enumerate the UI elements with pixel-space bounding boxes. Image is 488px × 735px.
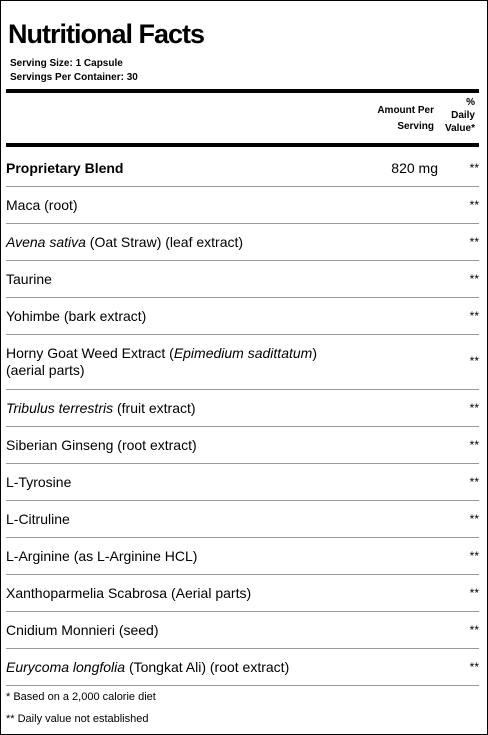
footnote-daily-value-basis: * Based on a 2,000 calorie diet — [6, 691, 156, 703]
footnote-not-established: ** Daily value not established — [6, 713, 149, 725]
ingredient-name: Cnidium Monnieri (seed) — [6, 622, 159, 638]
ingredient-daily-value: ** — [469, 549, 479, 563]
ingredient-daily-value: ** — [469, 161, 479, 175]
column-header-amount-line2: Serving — [397, 121, 434, 132]
ingredient-daily-value: ** — [469, 512, 479, 526]
ingredient-name: L-Tyrosine — [6, 474, 72, 490]
table-row — [6, 649, 479, 686]
ingredient-daily-value: ** — [469, 586, 479, 600]
panel-title: Nutritional Facts — [8, 19, 205, 49]
ingredient-daily-value: ** — [469, 198, 479, 212]
table-row — [6, 427, 479, 464]
ingredient-daily-value: ** — [469, 401, 479, 415]
ingredient-name: Eurycoma longfolia (Tongkat Ali) (root extract) — [6, 659, 290, 675]
ingredient-name: Tribulus terrestris (fruit extract) — [6, 400, 196, 416]
ingredient-daily-value: ** — [469, 309, 479, 323]
ingredient-daily-value: ** — [469, 235, 479, 249]
divider-thick-top — [6, 89, 479, 93]
divider-thick-mid — [6, 143, 479, 147]
table-row — [6, 187, 479, 224]
ingredient-name: Xanthoparmelia Scabrosa (Aerial parts) — [6, 585, 252, 601]
ingredient-amount: 820 mg — [391, 160, 438, 176]
column-header-dv-line2: Daily — [451, 110, 475, 121]
column-header-amount-line1: Amount Per — [377, 105, 434, 116]
ingredient-name: Taurine — [6, 271, 52, 287]
ingredient-name: Siberian Ginseng (root extract) — [6, 437, 197, 453]
table-row — [6, 501, 479, 538]
column-header-dv-line1: % — [466, 97, 475, 108]
table-row — [6, 298, 479, 335]
ingredient-daily-value: ** — [469, 623, 479, 637]
ingredient-name: Maca (root) — [6, 197, 78, 213]
ingredient-daily-value: ** — [469, 354, 479, 368]
table-row — [6, 538, 479, 575]
servings-per-container: Servings Per Container: 30 — [10, 72, 138, 83]
table-row — [6, 224, 479, 261]
table-row — [6, 261, 479, 298]
ingredient-name: Yohimbe (bark extract) — [6, 308, 147, 324]
serving-size: Serving Size: 1 Capsule — [10, 58, 123, 69]
column-header-amount — [341, 103, 434, 135]
table-row — [6, 612, 479, 649]
ingredient-name: Proprietary Blend — [6, 160, 124, 176]
table-row — [6, 390, 479, 427]
ingredient-daily-value: ** — [469, 272, 479, 286]
table-row — [6, 464, 479, 501]
ingredient-daily-value: ** — [469, 660, 479, 674]
ingredient-name: L-Citruline — [6, 511, 70, 527]
ingredient-name: Horny Goat Weed Extract (Epimedium sadittatum) (aerial parts) — [6, 345, 317, 378]
ingredient-list — [6, 149, 479, 686]
column-header-dv-line3: Value* — [444, 123, 475, 134]
table-row — [6, 575, 479, 612]
column-header-daily-value — [438, 96, 475, 135]
ingredient-name: L-Arginine (as L-Arginine HCL) — [6, 548, 198, 564]
ingredient-name: Avena sativa (Oat Straw) (leaf extract) — [6, 234, 244, 250]
ingredient-daily-value: ** — [469, 438, 479, 452]
table-row — [6, 335, 479, 390]
ingredient-daily-value: ** — [469, 475, 479, 489]
table-row — [6, 149, 479, 187]
